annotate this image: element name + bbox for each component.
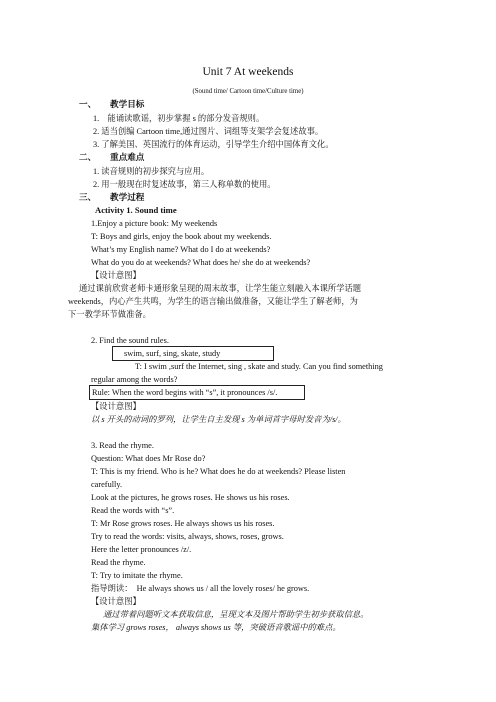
list-item: 3. 了解美国、英国流行的体育运动，引导学生介绍中国体育文化。 [93,140,334,149]
section-number: 一、 [79,99,97,109]
list-item: 1. 能诵读歌谣，初步掌握 s 的部分发音规则。 [93,114,265,123]
paragraph-line: Read the words with “s”. [91,506,175,515]
design-intent-label: 【设计意图】 [91,271,141,280]
design-intent-label: 【设计意图】 [91,597,141,606]
paragraph-line: Read the rhyme. [91,558,146,567]
paragraph-line: 通过课前欣赏老师卡通形象呈现的周末故事，让学生能立刻融入本课所学话题 [79,284,362,293]
paragraph-line: Question: What does Mr Rose do? [91,454,206,463]
paragraph-line: 通过带着问题听文本获取信息，呈现文本及图片帮助学生初步获取信息。 [103,610,369,619]
paragraph-line: Try to read the words: visits, always, shows, roses, grows. [91,532,284,541]
paragraph-line: T: This is my friend. Who is he? What does he do at weekends? Please listen [91,467,346,476]
paragraph-line: 下一教学环节做准备。 [68,310,151,319]
paragraph-line: T: I swim ,surf the Internet, sing , skate and study. Can you find something [135,362,383,371]
paragraph-line: 以 s 开头的动词的罗列，让学生自主发现 s 为单词首字母时发音为/s/。 [91,415,346,424]
design-intent-label: 【设计意图】 [91,402,141,411]
section-heading: 教学目标 [110,99,145,109]
section-number: 三、 [79,192,97,202]
word-list: swim, surf, sing, skate, study [124,349,221,358]
paragraph-line: 指导朗读： He always shows us / all the lovely roses/ he grows. [91,584,310,593]
paragraph-heading: 2. Find the sound rules. [91,336,169,345]
section-heading: 教学过程 [110,192,145,202]
paragraph-line: Here the letter pronounces /z/. [91,545,192,554]
paragraph-line: Look at the pictures, he grows roses. He shows us his roses. [91,493,290,502]
document-subtitle: (Sound time/ Cartoon time/Culture time) [192,88,304,95]
paragraph-line: T: Boys and girls, enjoy the book about my weekends. [91,232,272,241]
paragraph-line: 集体学习 grows roses， always shows us 等，突破语音歌谣中的难点。 [91,623,341,632]
paragraph-line: carefully. [91,480,123,489]
paragraph-heading: 3. Read the rhyme. [91,441,154,450]
paragraph-line: T: Try to imitate the rhyme. [91,571,183,580]
list-item: 2. 适当创编 Cartoon time,通过图片、词组等支架学会复述故事。 [93,127,324,136]
list-item: 1. 读音规则的初步探究与应用。 [93,167,210,176]
paragraph-line: What’s my English name? What do I do at weekends? [91,245,271,254]
section-number: 二、 [79,152,97,162]
activity-heading: Activity 1. Sound time [95,205,177,215]
paragraph-line: regular among the words? [91,375,178,384]
document-title: Unit 7 At weekends [202,66,294,78]
rule-text: Rule: When the word begins with “s”, it pronounces /s/. [92,388,278,397]
paragraph-line: What do you do at weekends? What does he/ she do at weekends? [91,258,311,267]
paragraph-line: 1.Enjoy a picture book: My weekends [91,219,218,228]
section-heading: 重点难点 [110,152,145,162]
paragraph-line: weekends，内心产生共鸣，为学生的语言输出做准备，又能让学生了解老师，为 [68,297,358,306]
list-item: 2. 用一般现在时复述故事，第三人称单数的使用。 [93,180,276,189]
paragraph-line: T: Mr Rose grows roses. He always shows us his roses. [91,519,275,528]
